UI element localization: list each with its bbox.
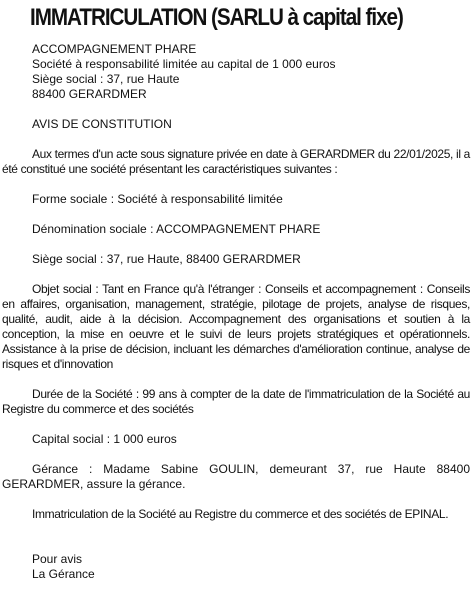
notice-title: IMMATRICULATION (SARLU à capital fixe) <box>30 4 403 31</box>
objet-social: Objet social : Tant en France qu'à l'étranger : Conseils et accompagnement : Conseils en affaires, organisation, management, stratégie, pilotage de projets, analyse de risques, qualité, audit, aide à la décision. Accompagnement des organisations et soutien à la conception, la mise en oeuvre et le suivi de leurs projets stratégiques et opérationnels. Assistance à la prise de décision, incluant les démarches d'amélioration continue, analyse de risques et d'innovation <box>2 282 470 371</box>
header-form-capital: Société à responsabilité limitée au capital de 1 000 euros <box>32 57 336 71</box>
intro-paragraph: Aux termes d'un acte sous signature privée en date à GERARDMER du 22/01/2025, il a été constitué une société présentant les caractéristiques suivantes : <box>2 147 470 176</box>
signature: La Gérance <box>32 567 95 581</box>
header-siege: Siège social : 37, rue Haute <box>32 72 180 86</box>
denomination-sociale: Dénomination sociale : ACCOMPAGNEMENT PHARE <box>32 222 321 236</box>
duree-societe: Durée de la Société : 99 ans à compter de la date de l'immatriculation de la Société au Registre du commerce et des sociétés <box>2 387 470 416</box>
legal-notice <box>0 4 473 605</box>
gerance: Gérance : Madame Sabine GOULIN, demeurant 37, rue Haute 88400 GERARDMER, assure la gérance. <box>2 462 470 491</box>
header-company: ACCOMPAGNEMENT PHARE <box>32 42 197 56</box>
pour-avis: Pour avis <box>32 552 83 566</box>
immatriculation: Immatriculation de la Société au Registre du commerce et des sociétés de EPINAL. <box>32 507 449 521</box>
header-city: 88400 GERARDMER <box>32 87 147 101</box>
forme-sociale: Forme sociale : Société à responsabilité limitée <box>32 192 283 206</box>
capital-social: Capital social : 1 000 euros <box>32 432 177 446</box>
avis-heading: AVIS DE CONSTITUTION <box>32 117 172 131</box>
siege-social: Siège social : 37, rue Haute, 88400 GERARDMER <box>32 252 301 266</box>
